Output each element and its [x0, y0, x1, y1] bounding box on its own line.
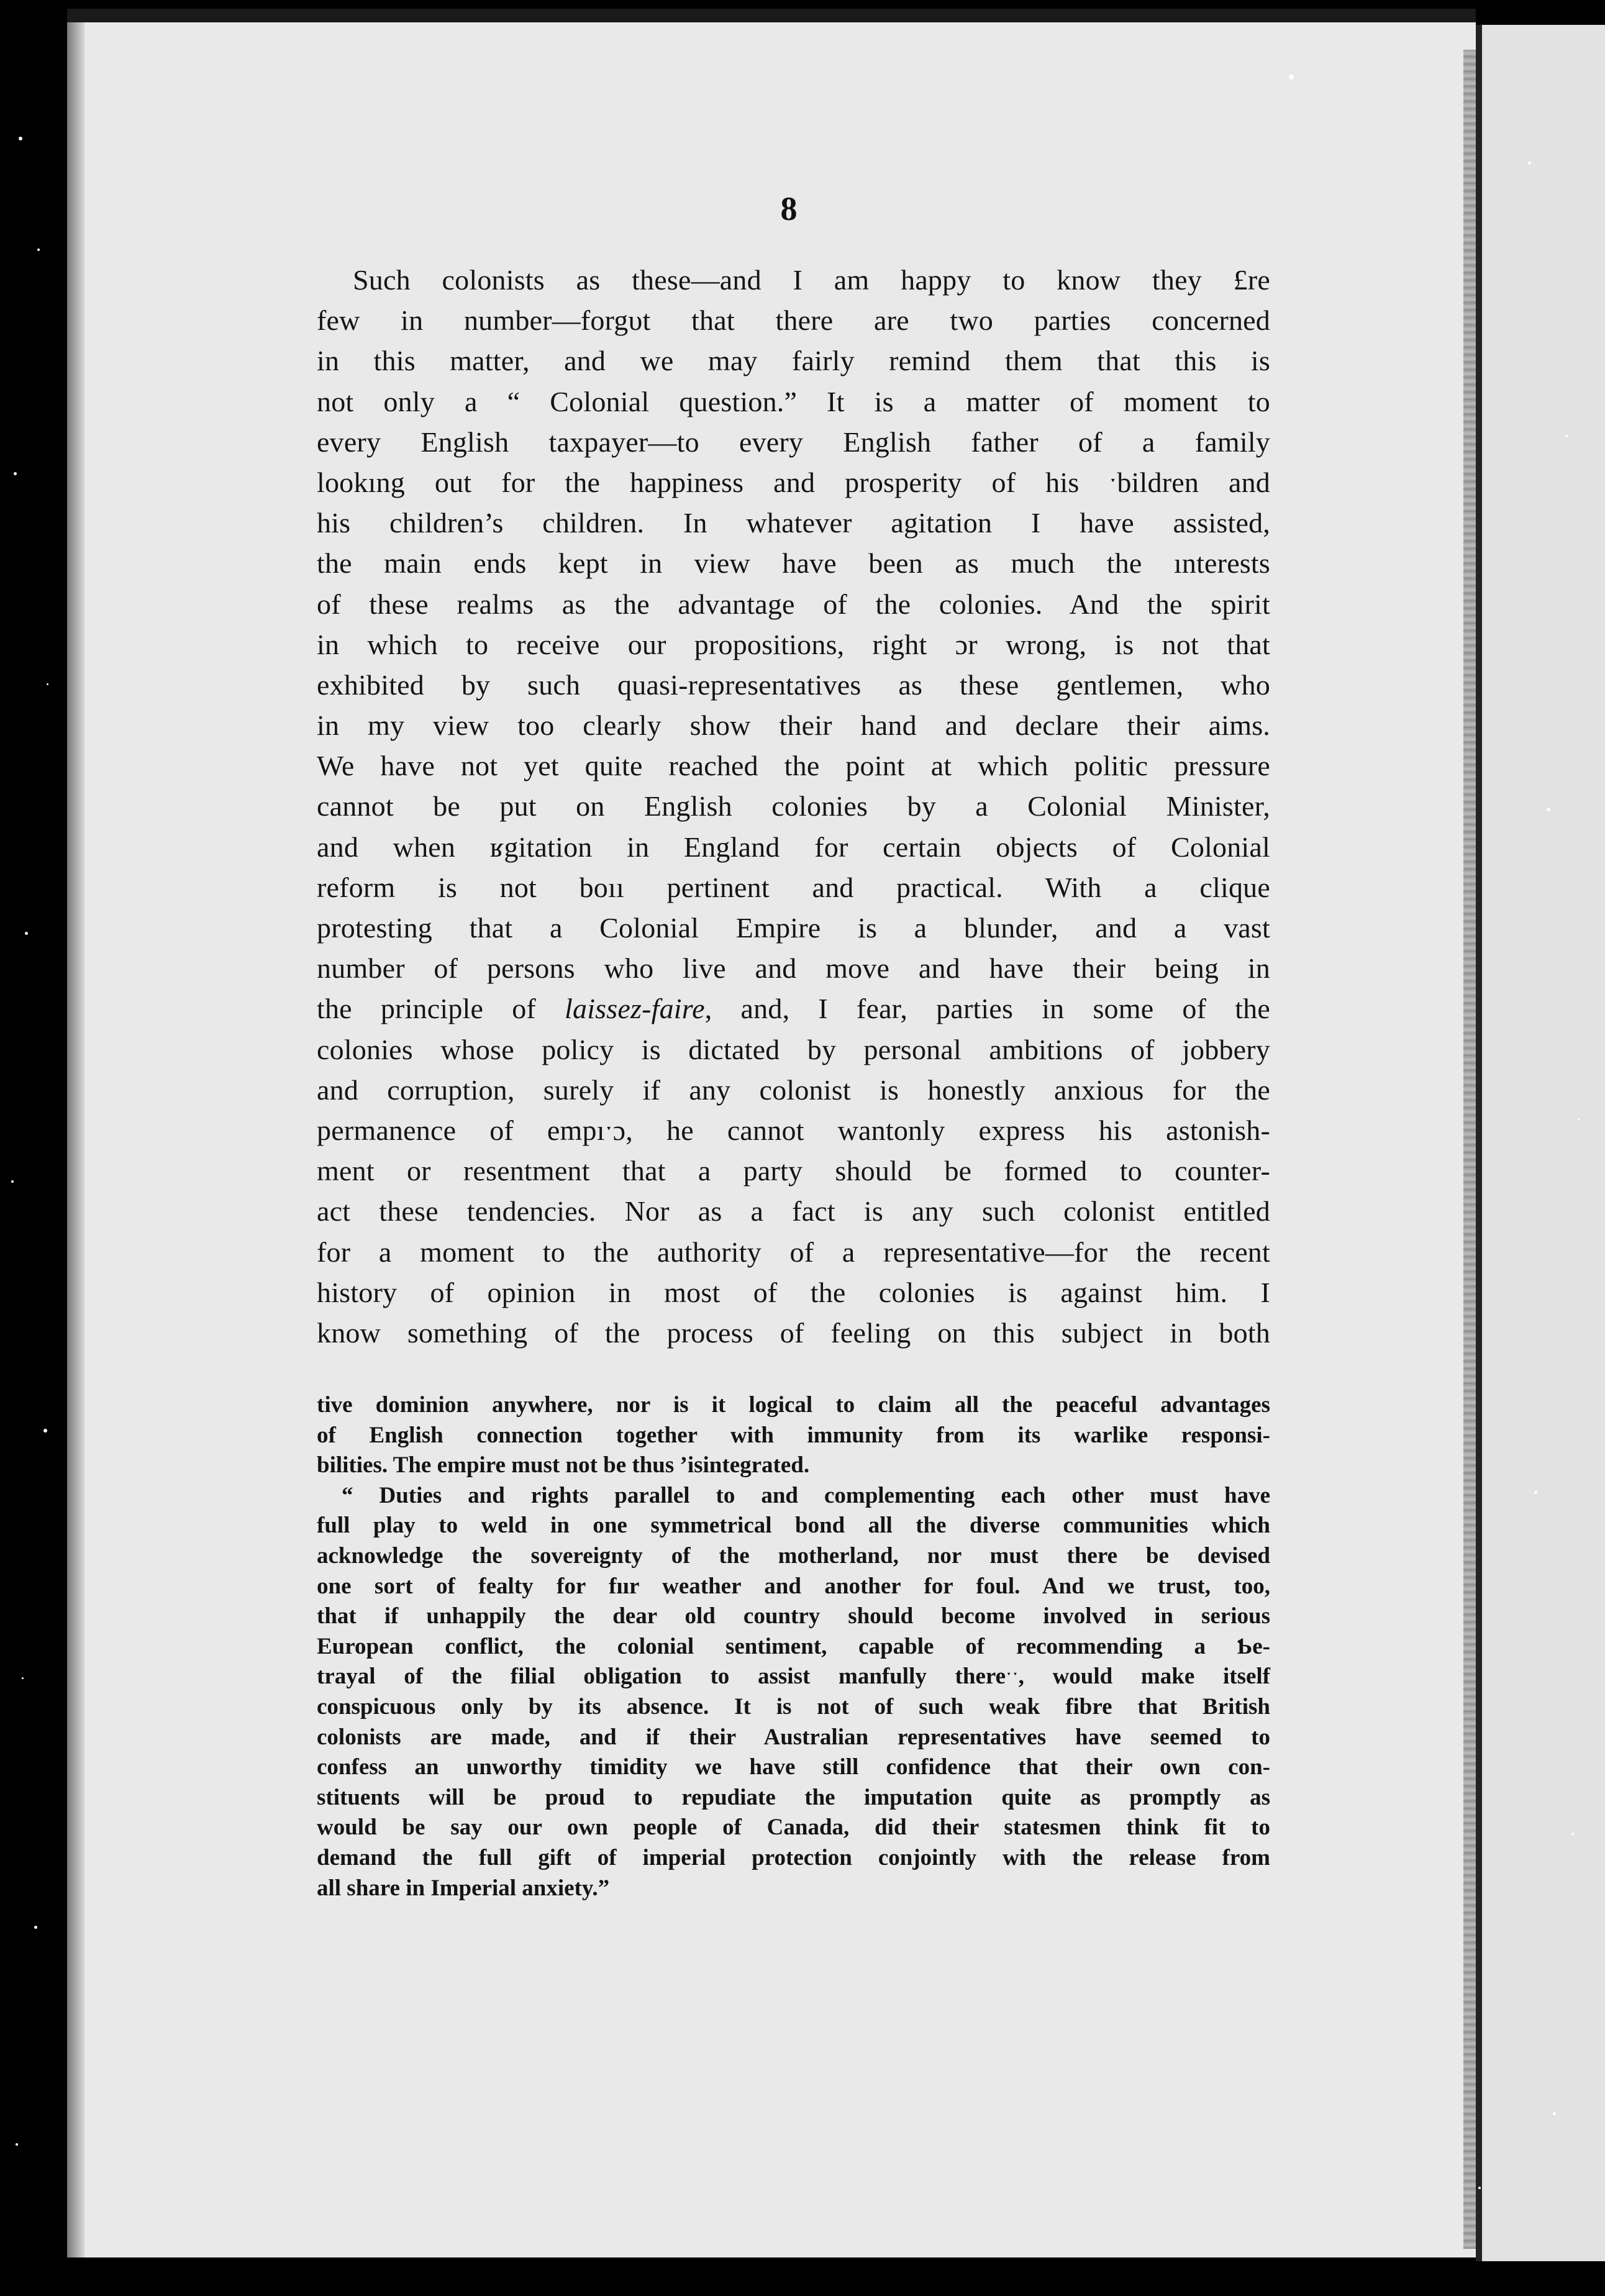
- footnote-line: acknowledge the sovereignty of the motherland, nor must there be devised: [317, 1542, 1270, 1569]
- footnote-line: trayal of the filial obligation to assist manfully thereˑˑ, would make itself: [317, 1664, 1270, 1690]
- footnote-line: stituents will be proud to repudiate the imputation quite as promptly as: [317, 1784, 1270, 1810]
- footnote-line: all share in Imperial anxiety.”: [317, 1875, 610, 1901]
- dust-speck: [22, 1677, 24, 1679]
- body-line: Such colonists as these—and I am happy to know they £re: [353, 264, 1270, 296]
- dust-speck: [1565, 435, 1568, 437]
- dust-speck: [25, 932, 28, 935]
- footnote-line: demand the full gift of imperial protection conjointly with the release from: [317, 1844, 1270, 1870]
- footnote: [317, 1390, 1270, 1903]
- footnote-line: one sort of fealty for fıır weather and another for foul. And we trust, too,: [317, 1573, 1270, 1599]
- dust-speck: [1553, 2112, 1556, 2115]
- body-line: lookıng out for the happiness and prosperity of his ˑbildren and: [317, 466, 1270, 498]
- footnote-line: of English connection together with immunity from its warlike responsi-: [317, 1422, 1270, 1448]
- footnote-line: “ Duties and rights parallel to and complementing each other must have: [342, 1482, 1270, 1508]
- footnote-line: colonists are made, and if their Australian representatives have seemed to: [317, 1724, 1270, 1750]
- footnote-line: confess an unworthy timidity we have still confidence that their own con-: [317, 1754, 1270, 1780]
- body-line: his children’s children. In whatever agitation I have assisted,: [317, 507, 1270, 539]
- body-line: few in number—forgυt that there are two parties concerned: [317, 304, 1270, 337]
- footnote-line: European conflict, the colonial sentiment, capable of recommending a Ƅe-: [317, 1633, 1270, 1659]
- footnote-line: tive dominion anywhere, nor is it logical to claim all the peaceful advantages: [317, 1392, 1270, 1418]
- body-text: [317, 260, 1270, 1353]
- dust-speck: [47, 683, 48, 685]
- body-line: of these realms as the advantage of the colonies. And the spirit: [317, 588, 1270, 620]
- dust-speck: [1578, 1118, 1580, 1120]
- dust-speck: [1478, 2187, 1481, 2189]
- footnote-line: that if unhappily the dear old country should become involved in serious: [317, 1603, 1270, 1629]
- body-line: colonies whose policy is dictated by personal ambitions of jobbery: [317, 1033, 1270, 1065]
- dust-speck: [43, 1429, 47, 1433]
- dust-speck: [16, 2143, 18, 2146]
- dust-speck: [19, 137, 22, 140]
- body-line: every English taxpayer—to every English father of a family: [317, 426, 1270, 458]
- dust-speck: [1547, 808, 1550, 811]
- body-line: ment or resentment that a party should be formed to counter-: [317, 1155, 1270, 1187]
- footnote-line: would be say our own people of Canada, did their statesmen think fit to: [317, 1815, 1270, 1841]
- footnote-line: conspicuous only by its absence. It is not of such weak fibre that British: [317, 1693, 1270, 1720]
- body-line: know something of the process of feeling on this subject in both: [317, 1316, 1270, 1349]
- body-line: and when ʁgitation in England for certain objects of Colonial: [317, 831, 1270, 863]
- page-edge-shadow: [67, 22, 84, 2257]
- body-line: number of persons who live and move and have their being in: [317, 952, 1270, 985]
- italic-phrase: laissez-faire: [565, 993, 705, 1025]
- body-line: for a moment to the authority of a representative—for the recent: [317, 1236, 1270, 1268]
- dust-speck: [1571, 1833, 1574, 1835]
- facing-page-edge: [1476, 25, 1605, 2261]
- body-line: history of opinion in most of the colonies is against him. I: [317, 1276, 1270, 1308]
- body-line: in my view too clearly show their hand and declare their aims.: [317, 709, 1270, 742]
- dust-speck: [1528, 162, 1531, 165]
- body-line-end: , and, I fear, parties in some of the: [704, 993, 1270, 1025]
- body-line: permanence of empıˑɔ, he cannot wantonly express his astonish-: [317, 1114, 1270, 1146]
- body-line: act these tendencies. Nor as a fact is any such colonist entitled: [317, 1195, 1270, 1228]
- footnote-line: bilities. The empire must not be thus ʼisintegrated.: [317, 1452, 810, 1478]
- dust-speck: [11, 1180, 14, 1183]
- body-line: in this matter, and we may fairly remind them that this is: [317, 345, 1270, 377]
- body-line: the main ends kept in view have been as much the ınterests: [317, 547, 1270, 580]
- dust-speck: [37, 248, 40, 251]
- body-line: and corruption, surely if any colonist is honestly anxious for the: [317, 1073, 1270, 1106]
- body-line: not only a “ Colonial question.” It is a matter of moment to: [317, 385, 1270, 417]
- dust-speck: [14, 472, 17, 475]
- page-number: 8: [780, 190, 798, 227]
- body-line: protesting that a Colonial Empire is a blunder, and a vast: [317, 912, 1270, 944]
- body-line-with-italic: [317, 988, 1270, 1029]
- body-line-start: the principle of: [317, 993, 565, 1025]
- body-line: in which to receive our propositions, right ɔr wrong, is not that: [317, 628, 1270, 660]
- body-line: reform is not boıı pertinent and practical. With a clique: [317, 871, 1270, 903]
- body-line: exhibited by such quasi-representatives as these gentlemen, who: [317, 668, 1270, 701]
- dust-speck: [1534, 1491, 1537, 1494]
- footnote-line: full play to weld in one symmetrical bond all the diverse communities which: [317, 1513, 1270, 1539]
- body-line: cannot be put on English colonies by a Colonial Minister,: [317, 790, 1270, 822]
- dust-speck: [1289, 75, 1294, 80]
- dust-speck: [34, 1926, 37, 1929]
- body-line: We have not yet quite reached the point at which politic pressure: [317, 750, 1270, 782]
